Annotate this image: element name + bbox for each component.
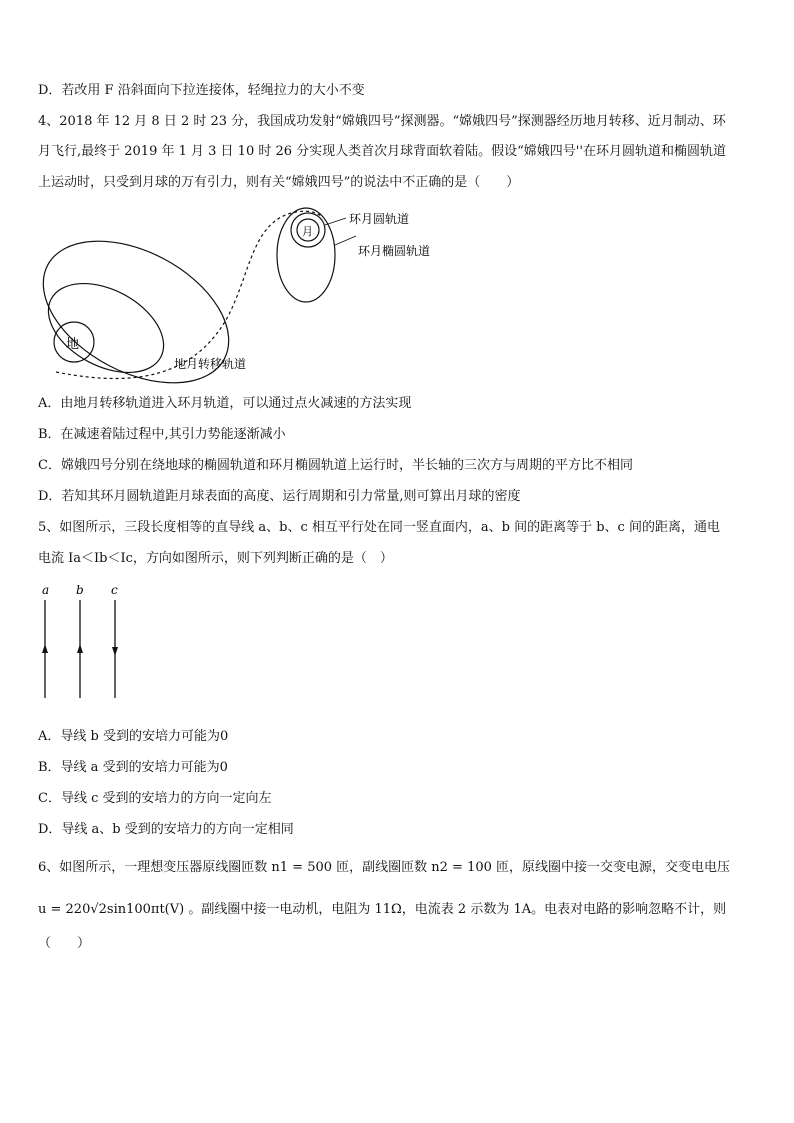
transfer-orbit-label: 地月转移轨道 xyxy=(174,357,247,371)
q6-stem-line-2: u = 220√2sin100πt(V) 。副线圈中接一电动机，电阻为 11Ω，电流表 2 示数为 1A。电表对电路的影响忽略不计，则 xyxy=(38,902,727,917)
wire-a-up-arrow xyxy=(42,644,48,653)
q5-stem-line-1: 5、如图所示，三段长度相等的直导线 a、b、c 相互平行处在同一竖直面内，a、b 间的距离等于 b、c 间的距离，通电 xyxy=(38,520,720,535)
wire-a-label: a xyxy=(42,583,50,597)
q4-option-d: D．若知其环月圆轨道距月球表面的高度、运行周期和引力常量,则可算出月球的密度 xyxy=(38,489,521,504)
q4-orbit-figure xyxy=(36,200,456,385)
q4-option-a: A．由地月转移轨道进入环月轨道，可以通过点火减速的方法实现 xyxy=(38,396,412,411)
q4-stem-line-1: 4、2018 年 12 月 8 日 2 时 23 分，我国成功发射“嫦娥四号”探测器。“嫦娥四号”探测器经历地月转移、近月制动、环 xyxy=(38,114,726,129)
wire-c-label: c xyxy=(111,583,118,597)
q4-stem-line-2: 月飞行,最终于 2019 年 1 月 3 日 10 时 26 分实现人类首次月球背面软着陆。假设“嫦娥四号''在环月圆轨道和椭圆轨道 xyxy=(38,144,726,159)
wire-c-down-arrow xyxy=(112,647,118,656)
earth-label: 地 xyxy=(66,337,80,352)
q5-option-b: B．导线 a 受到的安培力可能为0 xyxy=(38,760,228,775)
moon-label: 月 xyxy=(302,225,313,238)
wire-b-up-arrow xyxy=(77,644,83,653)
elliptical-orbit-label: 环月椭圆轨道 xyxy=(358,244,431,258)
q4-option-b: B．在减速着陆过程中,其引力势能逐渐减小 xyxy=(38,427,286,442)
q3-option-d: D．若改用 F 沿斜面向下拉连接体，轻绳拉力的大小不变 xyxy=(38,83,365,98)
q5-stem-line-2: 电流 Ia＜Ib＜Ic，方向如图所示，则下列判断正确的是（ ） xyxy=(38,551,393,566)
q6-stem-line-1: 6、如图所示，一理想变压器原线圈匝数 n1 = 500 匝，副线圈匝数 n2 = 100 匝，原线圈中接一交变电源，交变电电压 xyxy=(38,860,731,875)
q5-option-c: C．导线 c 受到的安培力的方向一定向左 xyxy=(38,791,272,806)
moon-elliptical-orbit xyxy=(277,208,335,302)
q4-stem-line-3: 上运动时，只受到月球的万有引力，则有关“嫦娥四号”的说法中不正确的是（ ） xyxy=(38,175,520,190)
transfer-orbit xyxy=(56,211,321,378)
q6-stem-line-3: （ ） xyxy=(38,936,91,951)
circular-orbit-label: 环月圆轨道 xyxy=(349,212,410,226)
q5-option-d: D．导线 a、b 受到的安培力的方向一定相同 xyxy=(38,822,294,837)
q5-option-a: A．导线 b 受到的安培力可能为0 xyxy=(38,729,229,744)
q4-option-c: C．嫦娥四号分别在绕地球的椭圆轨道和环月椭圆轨道上运行时，半长轴的三次方与周期的平方比不相同 xyxy=(38,458,633,473)
q5-wires-figure xyxy=(30,580,140,705)
wire-b-label: b xyxy=(76,583,84,597)
circular-orbit-leader xyxy=(325,218,346,225)
elliptical-orbit-leader xyxy=(335,236,356,245)
earth-inner-orbit xyxy=(36,265,179,385)
